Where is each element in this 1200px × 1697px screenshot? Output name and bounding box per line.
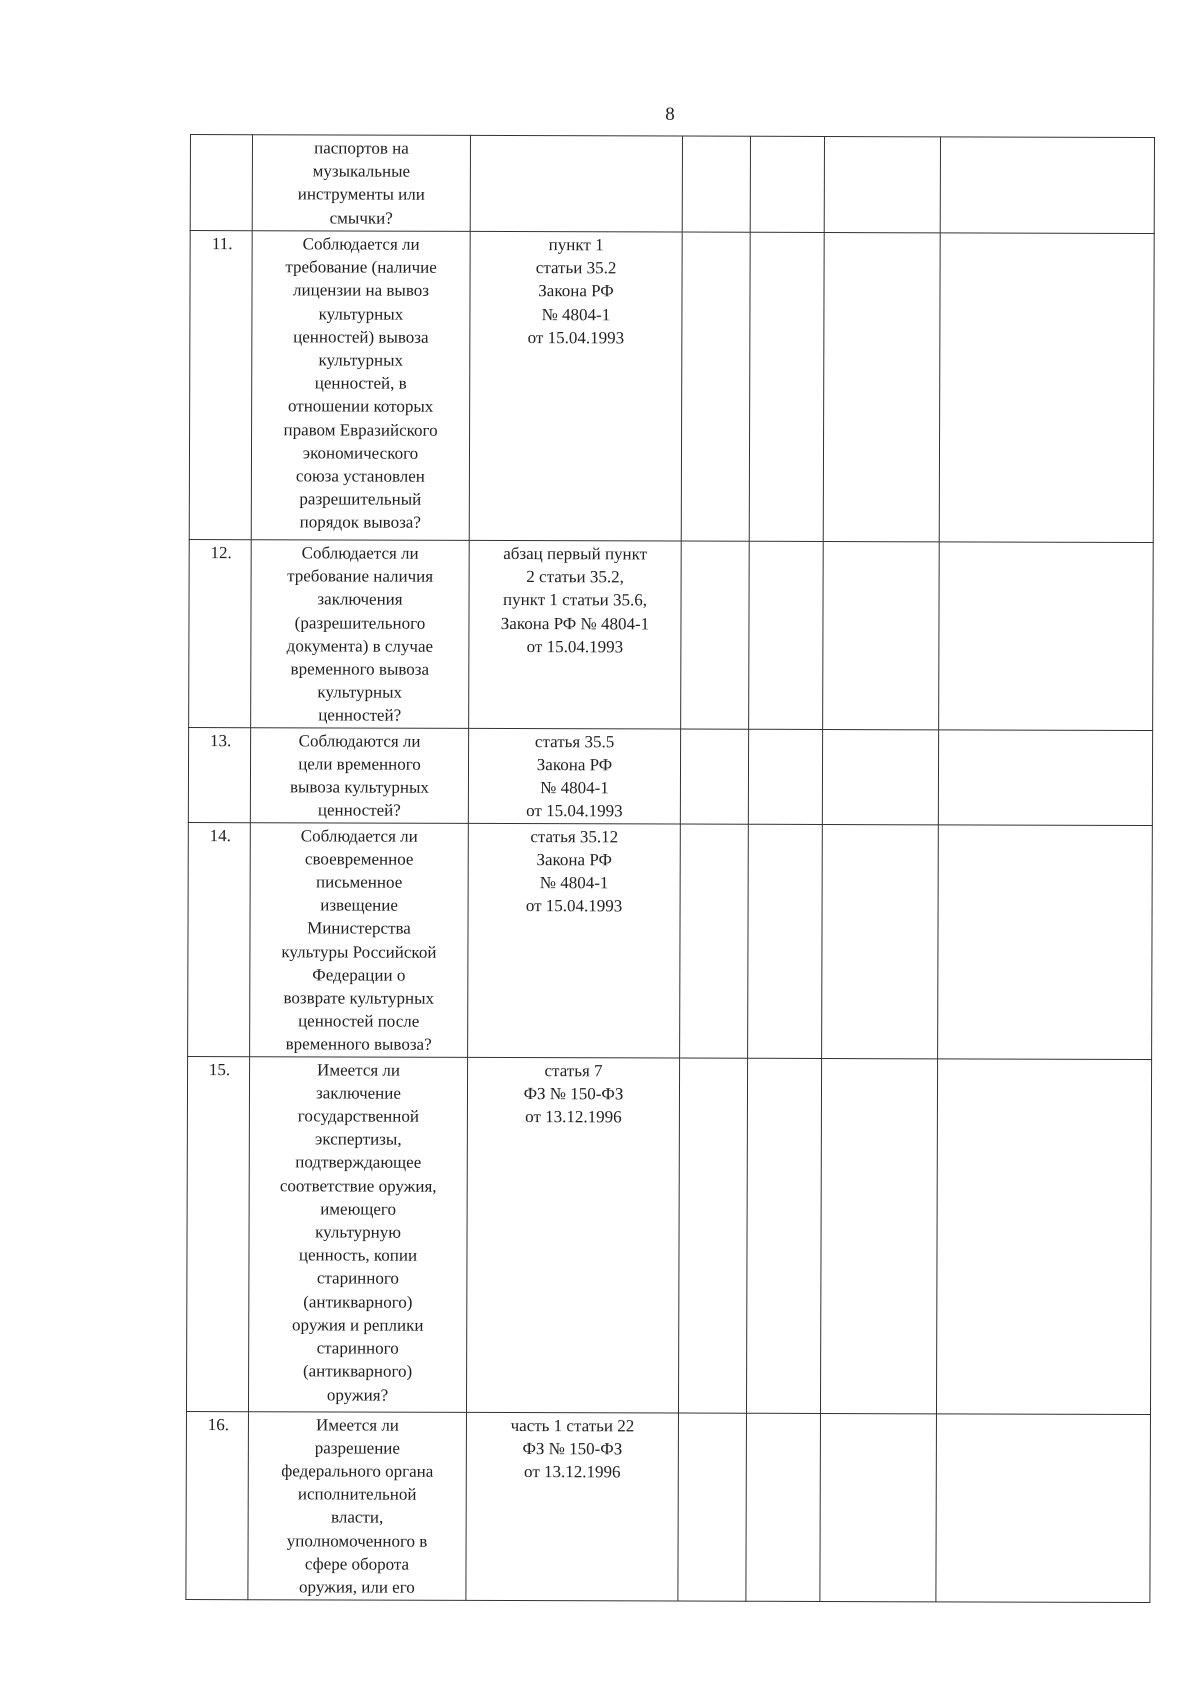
row-number: 16.: [186, 1411, 249, 1599]
answer-cell: [678, 1058, 747, 1413]
question-cell: паспортов на музыкальные инструменты или смычки?: [252, 135, 470, 232]
table-row: [188, 727, 1152, 825]
note-cell: [938, 729, 1152, 825]
table-row: [186, 1411, 1151, 1602]
answer-cell: [746, 1058, 821, 1413]
answer-cell: [678, 1413, 747, 1601]
question-cell: Соблюдается ли своевременное письменное извещение Министерства культуры Российской Федерации о возврате культурных ценностей после временного вывоза?: [250, 822, 469, 1057]
legal-basis-cell: статья 35.5 Закона РФ № 4804-1 от 15.04.1993: [468, 728, 680, 824]
answer-cell: [822, 729, 938, 824]
row-number: 13.: [188, 727, 250, 822]
answer-cell: [749, 541, 824, 729]
note-cell: [939, 233, 1154, 543]
legal-basis-cell: часть 1 статьи 22 ФЗ № 150-ФЗ от 13.12.1996: [466, 1412, 679, 1601]
question-cell: Соблюдаются ли цели временного вывоза культурных ценностей?: [250, 727, 468, 823]
legal-basis-cell: пункт 1 статьи 35.2 Закона РФ № 4804-1 от 15.04.1993: [469, 231, 682, 541]
table-row: [188, 822, 1153, 1059]
question-cell: Соблюдается ли требование (наличие лицензии на вывоз культурных ценностей) вывоза культурных ценностей, в отношении которых правом Евразийского экономического союза установлен разрешительный порядок вывоза?: [251, 231, 470, 541]
note-cell: [938, 824, 1153, 1059]
legal-basis-cell: [470, 135, 682, 232]
checklist-table: [185, 134, 1155, 1603]
legal-basis-cell: статья 7 ФЗ № 150-ФЗ от 13.12.1996: [466, 1057, 679, 1413]
answer-cell: [681, 541, 750, 729]
question-cell: Соблюдается ли требование наличия заключения (разрешительного документа) в случае временного вывоза культурных ценностей?: [251, 540, 470, 728]
note-cell: [936, 1414, 1151, 1603]
answer-cell: [682, 136, 750, 232]
answer-cell: [681, 232, 750, 541]
answer-cell: [680, 824, 749, 1058]
answer-cell: [822, 824, 939, 1058]
note-cell: [940, 137, 1154, 234]
table-row: [190, 135, 1154, 234]
answer-cell: [820, 1058, 937, 1413]
table-row: [189, 539, 1154, 730]
answer-cell: [820, 1413, 937, 1601]
answer-cell: [823, 232, 940, 541]
answer-cell: [680, 729, 748, 824]
answer-cell: [749, 232, 824, 541]
answer-cell: [748, 824, 823, 1058]
note-cell: [936, 1059, 1151, 1415]
row-number: 12.: [189, 539, 252, 727]
note-cell: [939, 542, 1154, 730]
table-row: [189, 231, 1154, 543]
row-number: 11.: [189, 231, 252, 540]
answer-cell: [746, 1413, 821, 1601]
legal-basis-cell: абзац первый пункт 2 статьи 35.2, пункт 1 статьи 35.6, Закона РФ № 4804-1 от 15.04.1993: [469, 540, 682, 728]
row-number: [190, 135, 252, 231]
table-row: [186, 1056, 1151, 1414]
row-number: 14.: [188, 822, 251, 1056]
page-number: 8: [665, 104, 675, 125]
answer-cell: [823, 541, 940, 729]
answer-cell: [748, 729, 822, 824]
question-cell: Имеется ли разрешение федерального органа исполнительной власти, уполномоченного в сфере оборота оружия, или его: [248, 1411, 467, 1600]
question-cell: Имеется ли заключение государственной экспертизы, подтверждающее соответствие оружия, имеющего культурную ценность, копии старинного (антикварного) оружия и реплики старинного (антикварного) оружия?: [248, 1056, 467, 1412]
row-number: 15.: [186, 1056, 249, 1411]
answer-cell: [824, 136, 940, 232]
answer-cell: [750, 136, 824, 232]
legal-basis-cell: статья 35.12 Закона РФ № 4804-1 от 15.04.1993: [468, 823, 681, 1058]
